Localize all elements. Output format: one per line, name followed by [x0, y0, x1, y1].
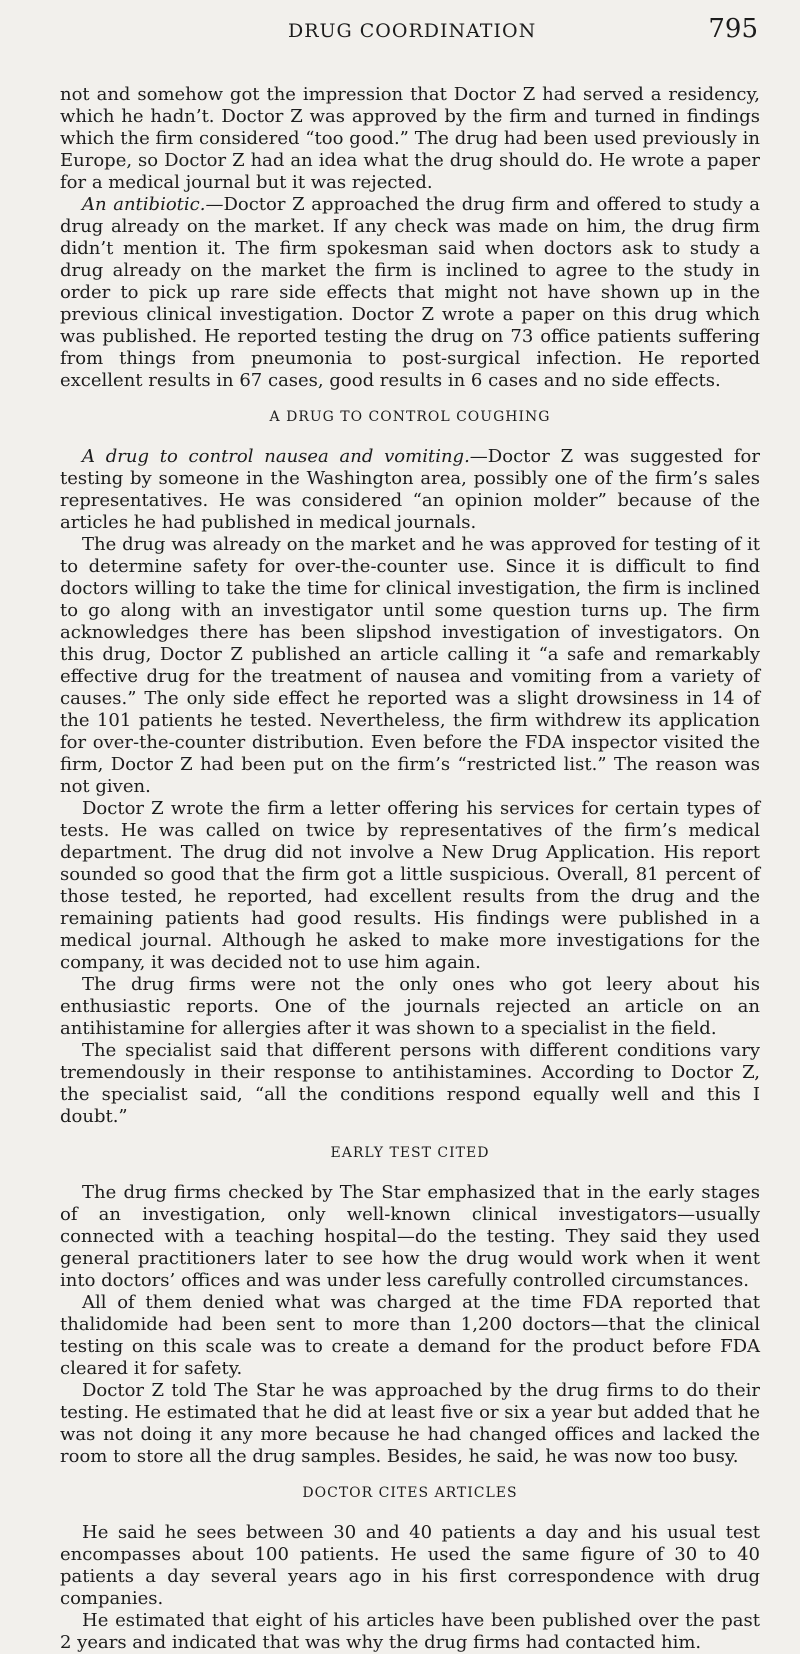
paragraph-text: not and somehow got the impression that Doctor Z had served a residency, which he hadn’t. Doctor Z was approved by the firm and turned in findings which the firm considered “too good.” The drug had been used previously in Europe, so Doctor Z had an idea what the drug should do. He wrote a paper for a medical journal but it was rejected.	[60, 84, 760, 193]
paragraph	[60, 534, 760, 798]
paragraph	[60, 84, 760, 194]
paragraph	[60, 1182, 760, 1292]
section-heading: EARLY TEST CITED	[330, 1145, 490, 1161]
page-header	[0, 14, 800, 44]
paragraph-text: Doctor Z told The Star he was approached by the drug firms to do their testing. He estimated that he did at least five or six a year but added that he was not doing it any more because he had changed offices and lacked the room to store all the drug samples. Besides, he said, he was now too busy.	[60, 1380, 760, 1467]
paragraph-text: The drug firms checked by The Star emphasized that in the early stages of an investigation, only well-known clinical investigators—usually connected with a teaching hospital—do the testing. They said they used general practitioners later to see how the drug would work when it went into doctors’ offices and was under less carefully controlled circumstances.	[60, 1182, 760, 1291]
paragraph-lead: An antibiotic.	[82, 194, 206, 215]
paragraph-text: The drug firms were not the only ones who got leery about his enthusiastic reports. One of the journals rejected an article on an antihistamine for allergies after it was shown to a specialist in the field.	[60, 974, 760, 1039]
paragraph-text: He said he sees between 30 and 40 patients a day and his usual test encompasses about 100 patients. He used the same figure of 30 to 40 patients a day several years ago in his first correspondence with drug companies.	[60, 1522, 760, 1609]
paragraph-text: The drug was already on the market and he was approved for testing of it to determine safety for over-the-counter use. Since it is difficult to find doctors willing to take the time for clinical investigation, the firm is inclined to go along with an investigator until some question turns up. The firm acknowledges there has been slipshod investigation of investigators. On this drug, Doctor Z published an article calling it “a safe and remarkably effective drug for the treatment of nausea and vomiting from a variety of causes.” The only side effect he reported was a slight drowsiness in 14 of the 101 patients he tested. Nevertheless, the firm withdrew its application for over-the-counter distribution. Even before the FDA inspector visited the firm, Doctor Z had been put on the firm’s “restricted list.” The reason was not given.	[60, 534, 760, 797]
paragraph	[60, 1380, 760, 1468]
paragraph	[60, 1610, 760, 1654]
paragraph	[60, 194, 760, 392]
paragraph-text: All of them denied what was charged at the time FDA reported that thalidomide had been sent to more than 1,200 doctors—that the clinical testing on this scale was to create a demand for the product before FDA cleared it for safety.	[60, 1292, 760, 1379]
article-body	[60, 84, 760, 1654]
section-heading: A DRUG TO CONTROL COUGHING	[269, 409, 551, 425]
paragraph-text: —Doctor Z approached the drug firm and offered to study a drug already on the market. If any check was made on him, the drug firm didn’t mention it. The firm spokesman said when doctors ask to study a drug already on the market the firm is inclined to agree to the study in order to pick up rare side effects that might not have shown up in the previous clinical investigation. Doctor Z wrote a paper on this drug which was published. He reported testing the drug on 73 office patients suffering from things from pneumonia to post-surgical infection. He reported excellent results in 67 cases, good results in 6 cases and no side effects.	[60, 194, 760, 391]
page-number: 795	[708, 14, 758, 44]
paragraph	[60, 1522, 760, 1610]
running-head: DRUG COORDINATION	[288, 20, 537, 42]
section-heading: DOCTOR CITES ARTICLES	[302, 1485, 518, 1501]
paragraph-text: He estimated that eight of his articles have been published over the past 2 years and indicated that was why the drug firms had contacted him.	[60, 1610, 760, 1653]
paragraph	[60, 798, 760, 974]
paragraph	[60, 974, 760, 1040]
paragraph	[60, 1292, 760, 1380]
paragraph-lead: A drug to control nausea and vomiting.	[82, 446, 470, 467]
paragraph-text: The specialist said that different persons with different conditions vary tremendously in their response to antihistamines. According to Doctor Z, the specialist said, “all the conditions respond equally well and this I doubt.”	[60, 1040, 760, 1127]
paragraph	[60, 446, 760, 534]
paragraph	[60, 1040, 760, 1128]
paragraph-text: Doctor Z wrote the firm a letter offering his services for certain types of tests. He was called on twice by representatives of the firm’s medical department. The drug did not involve a New Drug Application. His report sounded so good that the firm got a little suspicious. Overall, 81 percent of those tested, he reported, had excellent results from the drug and the remaining patients had good results. His findings were published in a medical journal. Although he asked to make more investigations for the company, it was decided not to use him again.	[60, 798, 760, 973]
paragraph-text: —Doctor Z was suggested for testing by someone in the Washington area, possibly one of the firm’s sales representatives. He was considered “an opinion molder” because of the articles he had published in medical journals.	[60, 446, 760, 533]
